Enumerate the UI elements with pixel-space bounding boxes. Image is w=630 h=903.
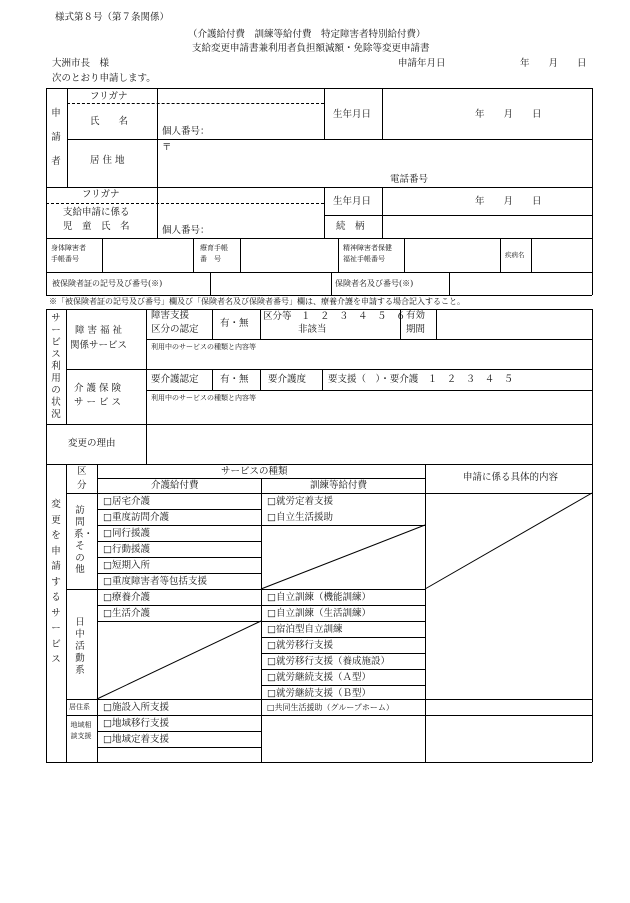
- addressee: 大洲市長 様: [52, 58, 110, 69]
- change-reason-label: 変更の理由: [68, 438, 116, 449]
- applicant-birth-fields[interactable]: 年 月 日: [475, 109, 542, 120]
- application-date-label: 申請年月日: [398, 58, 446, 69]
- disease-label: 疾病名: [505, 251, 525, 259]
- support-yes-no[interactable]: 有・無: [220, 318, 249, 329]
- welfare-service-label-2: 関係サービス: [70, 340, 128, 351]
- physical-handbook-label-1: 身体障害者: [51, 244, 86, 252]
- checkbox-employment-transition[interactable]: □就労移行支援: [267, 640, 333, 651]
- insurance-note: ※「被保険者証の記号及び番号」欄及び「保険者名及び保険者番号」欄は、療養介護を申請する場合記入すること。: [49, 297, 465, 306]
- not-applicable-option[interactable]: 非該当: [298, 324, 327, 335]
- phone-label: 電話番号: [390, 174, 429, 185]
- rehab-handbook-label-1: 療育手帳: [200, 244, 228, 252]
- care-certification-label: 要介護認定: [151, 374, 199, 385]
- service-types-header: サービスの種類: [221, 466, 288, 477]
- child-furigana-label: フリガナ: [82, 189, 120, 200]
- checkbox-residential-training[interactable]: □宿泊型自立訓練: [267, 624, 343, 635]
- consult-group-label: 地域相談支援: [70, 721, 92, 740]
- applicant-side-label: 申 請 者: [51, 108, 61, 167]
- applicant-address-label: 居 住 地: [90, 155, 125, 166]
- visiting-group-label: 訪問系・その他: [74, 505, 94, 576]
- rehab-handbook-label-2: 番 号: [200, 255, 221, 263]
- checkbox-behavior-support[interactable]: □行動援護: [103, 544, 150, 555]
- checkbox-continuous-employment-a[interactable]: □就労継続支援（Ａ型）: [267, 672, 371, 683]
- checkbox-employment-retention[interactable]: □就労定着支援: [267, 496, 333, 507]
- category-label-1: 区: [77, 466, 87, 477]
- support-grade-options[interactable]: 区分等 １ ２ ３ ４ ５ ６: [263, 311, 406, 322]
- checkbox-facility-admission[interactable]: □施設入所支援: [103, 702, 169, 713]
- intro-text: 次のとおり申請します。: [52, 73, 156, 84]
- form-subtitle: （介護給付費 訓練等給付費 特定障害者特別給付費）: [188, 29, 426, 40]
- change-side-label: 変更を申請するサービス: [51, 499, 61, 665]
- checkbox-community-settlement[interactable]: □地域定着支援: [103, 734, 169, 745]
- child-personal-no-label: 個人番号：: [162, 225, 210, 236]
- insurer-no-label: 保険者名及び番号(※): [335, 279, 414, 288]
- applicant-name-label: 氏 名: [90, 116, 129, 127]
- checkbox-home-care[interactable]: □居宅介護: [103, 496, 150, 507]
- child-name-label-2: 児 童 氏 名: [63, 221, 130, 232]
- checkbox-medical-care[interactable]: □療養介護: [103, 592, 150, 603]
- checkbox-short-stay[interactable]: □短期入所: [103, 560, 150, 571]
- usage-side-label: サービス利用の状況: [51, 313, 61, 420]
- checkbox-community-transition[interactable]: □地域移行支援: [103, 718, 169, 729]
- checkbox-life-care[interactable]: □生活介護: [103, 608, 150, 619]
- postal-mark: 〒: [162, 142, 172, 153]
- checkbox-employment-transition-school[interactable]: □就労移行支援（養成施設）: [267, 656, 390, 667]
- welfare-usage-note: 利用中のサービスの種類と内容等: [151, 343, 256, 351]
- checkbox-accompanying-support[interactable]: □同行援護: [103, 528, 150, 539]
- child-name-label-1: 支給申請に係る: [63, 207, 130, 218]
- category-label-2: 分: [77, 480, 87, 491]
- form-title: 支給変更申請書兼利用者負担額減額・免除等変更申請書: [192, 43, 430, 54]
- care-benefit-header: 介護給付費: [151, 480, 199, 491]
- care-yes-no[interactable]: 有・無: [220, 374, 249, 385]
- welfare-service-label-1: 障 害 福 祉: [75, 325, 123, 336]
- checkbox-group-home[interactable]: □共同生活援助（グループホーム）: [267, 703, 394, 712]
- residential-group-label: 居住系: [69, 703, 90, 711]
- checkbox-severe-visiting-care[interactable]: □重度訪問介護: [103, 512, 169, 523]
- form-number: 様式第８号（第７条関係）: [55, 12, 170, 23]
- applicant-personal-no-label: 個人番号：: [162, 126, 210, 137]
- relation-label: 続 柄: [336, 221, 365, 232]
- checkbox-life-training[interactable]: □自立訓練（生活訓練）: [267, 608, 371, 619]
- care-grade-options[interactable]: 要支援（ ）・要介護 １ ２ ３ ４ ５: [328, 374, 514, 385]
- valid-period-label-2: 期間: [406, 324, 426, 335]
- care-level-label: 要介護度: [268, 374, 307, 385]
- child-birth-label: 生年月日: [333, 196, 372, 207]
- checkbox-independent-living[interactable]: □自立生活援助: [267, 512, 333, 523]
- checkbox-comprehensive-support[interactable]: □重度障害者等包括支援: [103, 576, 207, 587]
- mental-handbook-label-1: 精神障害者保健: [343, 244, 392, 252]
- training-benefit-header: 訓練等給付費: [310, 480, 368, 491]
- care-insurance-label-1: 介 護 保 険: [74, 383, 122, 394]
- mental-handbook-label-2: 福祉手帳番号: [343, 255, 385, 263]
- care-insurance-label-2: サ ー ビ ス: [74, 397, 122, 408]
- applicant-furigana-label: フリガナ: [90, 91, 128, 102]
- checkbox-continuous-employment-b[interactable]: □就労継続支援（Ｂ型）: [267, 688, 371, 699]
- checkbox-functional-training[interactable]: □自立訓練（機能訓練）: [267, 592, 371, 603]
- child-birth-fields[interactable]: 年 月 日: [475, 196, 542, 207]
- physical-handbook-label-2: 手帳番号: [51, 255, 79, 263]
- care-usage-note: 利用中のサービスの種類と内容等: [151, 394, 256, 402]
- support-category-label-1: 障害支援: [151, 310, 190, 321]
- applicant-birth-label: 生年月日: [333, 109, 372, 120]
- application-date-fields[interactable]: 年 月 日: [520, 58, 587, 69]
- specific-content-header: 申請に係る具体的内容: [463, 472, 559, 483]
- valid-period-label-1: 有効: [406, 310, 426, 321]
- support-category-label-2: 区分の認定: [151, 324, 199, 335]
- daytime-group-label: 日中活動系: [75, 617, 85, 676]
- insured-no-label: 被保険者証の記号及び番号(※): [52, 279, 163, 288]
